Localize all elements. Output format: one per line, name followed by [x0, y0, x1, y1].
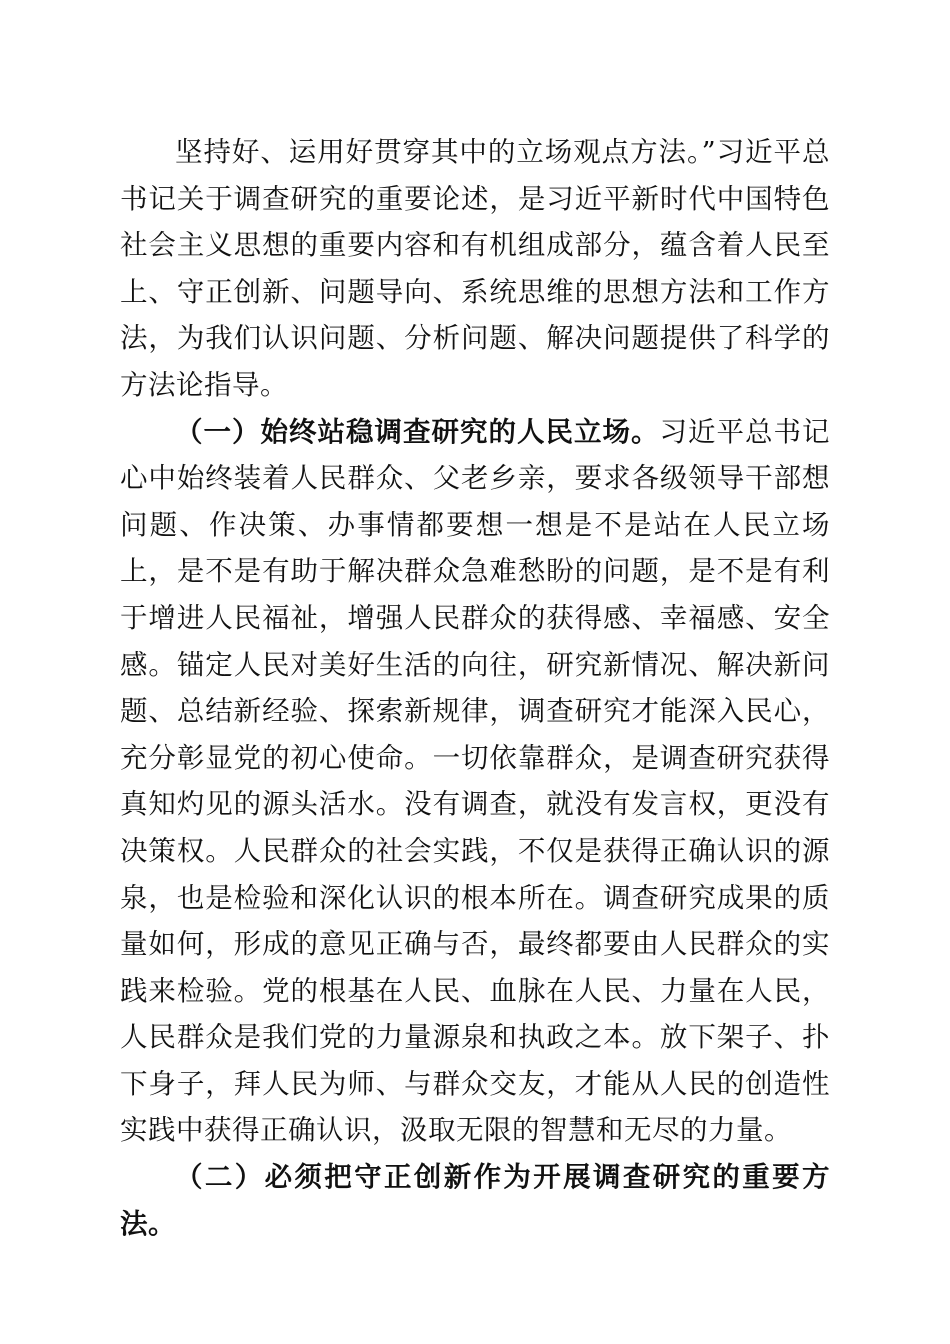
section-heading-1: （一）始终站稳调查研究的人民立场。 — [175, 415, 660, 448]
paragraph-1-body: 坚持好、运用好贯穿其中的立场观点方法。”习近平总书记关于调查研究的重要论述，是习近平新时代中国特色社会主义思想的重要内容和有机组成部分，蕴含着人民至上、守正创新、问题导向、系统思维的思想方法和工作方法，为我们认识问题、分析问题、解决问题提供了科学的方法论指导。 — [120, 136, 830, 401]
paragraph-2-body: 习近平总书记心中始终装着人民群众、父老乡亲，要求各级领导干部想问题、作决策、办事情都要想一想是不是站在人民立场上，是不是有助于解决群众急难愁盼的问题，是不是有利于增进人民福祉，增强人民群众的获得感、幸福感、安全感。锚定人民对美好生活的向往，研究新情况、解决新问题、总结新经验、探索新规律，调查研究才能深入民心，充分彰显党的初心使命。一切依靠群众，是调查研究获得真知灼见的源头活水。没有调查，就没有发言权，更没有决策权。人民群众的社会实践，不仅是获得正确认识的源泉，也是检验和深化认识的根本所在。调查研究成果的质量如何，形成的意见正确与否，最终都要由人民群众的实践来检验。党的根基在人民、血脉在人民、力量在人民，人民群众是我们党的力量源泉和执政之本。放下架子、扑下身子，拜人民为师、与群众交友，才能从人民的创造性实践中获得正确认识，汲取无限的智慧和无尽的力量。 — [120, 415, 830, 1147]
paragraph-1 — [120, 129, 830, 409]
paragraph-3 — [120, 1154, 830, 1247]
document-body — [120, 129, 830, 1247]
paragraph-2 — [120, 409, 830, 1155]
section-heading-2: （二）必须把守正创新作为开展调查研究的重要方法。 — [120, 1161, 830, 1240]
